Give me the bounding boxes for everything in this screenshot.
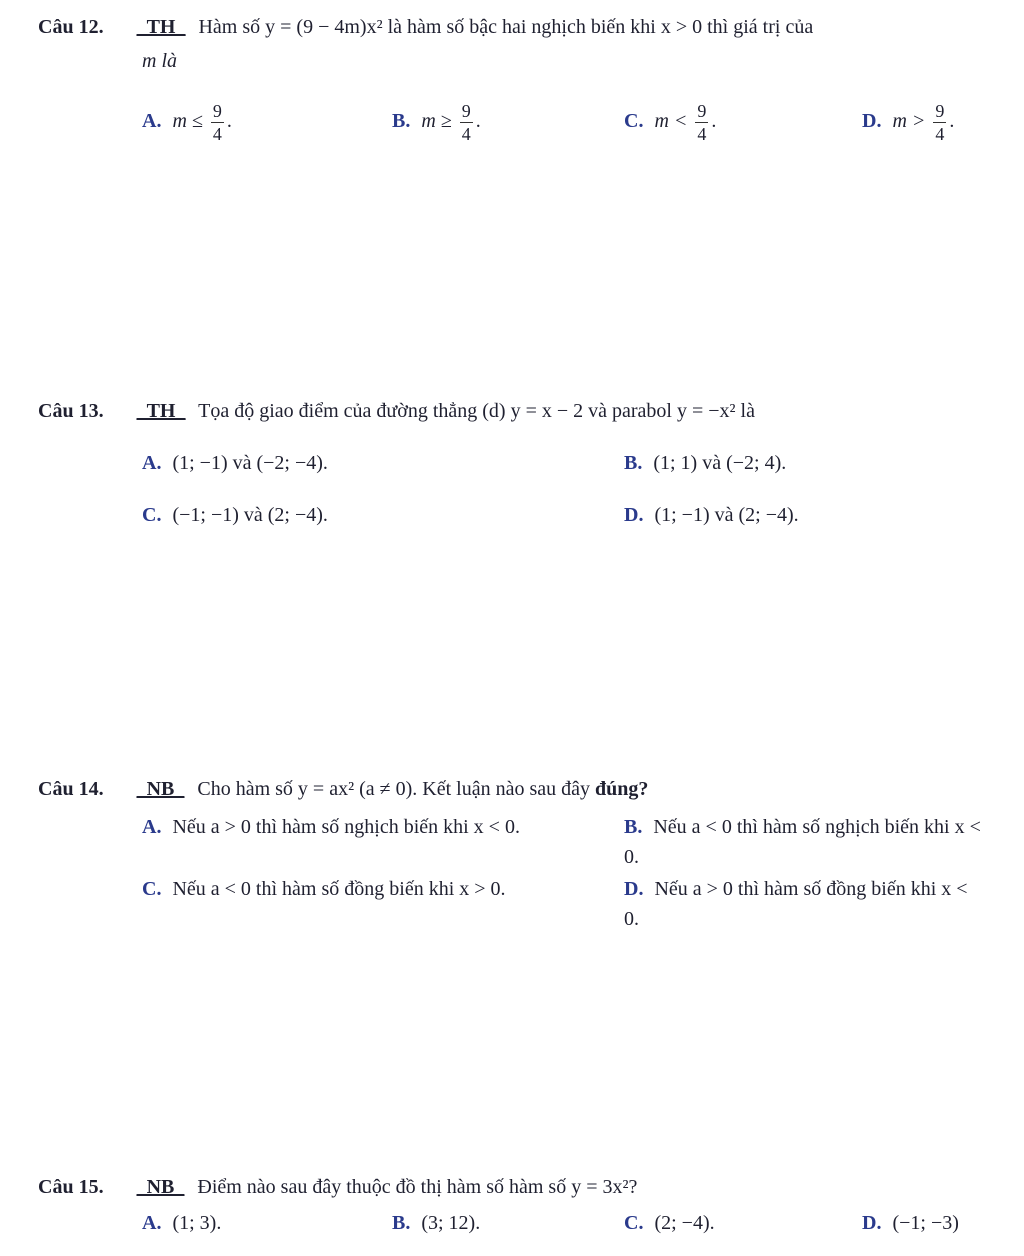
numerator: 9 xyxy=(461,101,471,121)
difficulty-tag: _NB_ xyxy=(136,1176,185,1198)
option-text: (2; −4). xyxy=(654,1212,715,1234)
option-label: A. xyxy=(142,110,162,133)
option-text: (1; 3). xyxy=(172,1212,222,1234)
option-c[interactable] xyxy=(624,1212,715,1235)
option-relation: m < xyxy=(654,110,688,133)
denominator: 4 xyxy=(697,124,707,144)
difficulty-tag: _NB_ xyxy=(136,778,185,800)
question-stem: Điểm nào sau đây thuộc đồ thị hàm số hàm số y = 3x²? xyxy=(197,1176,638,1198)
option-text: (1; −1) và (2; −4). xyxy=(654,504,799,526)
option-c[interactable]: C. m < $\frac{9}{4}$ . xyxy=(624,101,717,144)
option-d[interactable] xyxy=(624,504,799,527)
option-text: (1; −1) và (−2; −4). xyxy=(172,452,328,474)
option-text: (−1; −1) và (2; −4). xyxy=(172,504,328,526)
fraction xyxy=(695,100,708,145)
option-text: (−1; −3) xyxy=(892,1212,959,1234)
option-a[interactable] xyxy=(142,1212,221,1235)
option-label: A. xyxy=(142,816,162,838)
option-c[interactable] xyxy=(142,874,602,904)
option-label: B. xyxy=(392,1212,411,1234)
option-label: D. xyxy=(862,110,882,133)
question-14-header xyxy=(38,778,648,801)
option-label: C. xyxy=(142,878,162,900)
option-relation: m > xyxy=(892,110,926,133)
option-b[interactable] xyxy=(392,1212,480,1235)
option-relation: m ≤ xyxy=(172,110,203,133)
question-number: Câu 13. xyxy=(38,400,104,422)
option-a[interactable]: A. m ≤ $\frac{9}{4}$ . xyxy=(142,101,232,144)
option-relation: m ≥ xyxy=(421,110,452,133)
question-15-header xyxy=(38,1176,637,1199)
option-label: B. xyxy=(624,816,643,838)
option-d[interactable] xyxy=(862,1212,959,1235)
option-text: Nếu a > 0 thì hàm số đồng biến khi x < 0. xyxy=(624,878,968,930)
numerator: 9 xyxy=(212,101,222,121)
fraction xyxy=(460,100,473,145)
option-a[interactable] xyxy=(142,812,602,842)
numerator: 9 xyxy=(697,101,707,121)
option-b[interactable] xyxy=(624,452,786,475)
option-label: D. xyxy=(624,878,644,900)
numerator: 9 xyxy=(935,101,945,121)
option-text: Nếu a < 0 thì hàm số nghịch biến khi x < 0. xyxy=(624,816,981,868)
option-b[interactable]: B. m ≥ $\frac{9}{4}$ . xyxy=(392,101,481,144)
question-12-header xyxy=(38,16,813,39)
denominator: 4 xyxy=(212,124,222,144)
denominator: 4 xyxy=(935,124,945,144)
option-label: B. xyxy=(624,452,643,474)
question-stem: Hàm số y = (9 − 4m)x² là hàm số bậc hai nghịch biến khi x > 0 thì giá trị của xyxy=(198,16,814,38)
question-number: Câu 12. xyxy=(38,16,104,38)
option-b[interactable] xyxy=(624,812,984,872)
option-text: (3; 12). xyxy=(421,1212,481,1234)
question-stem-emphasis: đúng? xyxy=(594,778,649,800)
question-12-stem-continued: m là xyxy=(142,50,177,72)
option-a[interactable] xyxy=(142,452,328,475)
option-label: D. xyxy=(624,504,644,526)
question-stem: Cho hàm số y = ax² (a ≠ 0). Kết luận nào sau đây xyxy=(197,778,590,800)
difficulty-tag: _TH_ xyxy=(136,400,186,422)
fraction xyxy=(211,100,224,145)
option-c[interactable] xyxy=(142,504,328,527)
denominator: 4 xyxy=(461,124,471,144)
difficulty-tag: _TH_ xyxy=(136,16,186,38)
question-stem: Tọa độ giao điểm của đường thẳng (d) y = x − 2 và parabol y = −x² là xyxy=(198,400,755,422)
option-label: A. xyxy=(142,452,162,474)
fraction xyxy=(933,100,946,145)
question-number: Câu 15. xyxy=(38,1176,104,1198)
option-label: C. xyxy=(142,504,162,526)
option-text: Nếu a < 0 thì hàm số đồng biến khi x > 0. xyxy=(172,878,506,900)
option-label: C. xyxy=(624,110,644,133)
option-label: B. xyxy=(392,110,411,133)
question-13-header xyxy=(38,400,755,423)
option-label: C. xyxy=(624,1212,644,1234)
option-label: D. xyxy=(862,1212,882,1234)
option-d[interactable]: D. m > $\frac{9}{4}$ . xyxy=(862,101,955,144)
question-number: Câu 14. xyxy=(38,778,104,800)
option-text: (1; 1) và (−2; 4). xyxy=(653,452,787,474)
option-d[interactable] xyxy=(624,874,984,934)
option-text: Nếu a > 0 thì hàm số nghịch biến khi x < 0. xyxy=(172,816,520,838)
option-label: A. xyxy=(142,1212,162,1234)
